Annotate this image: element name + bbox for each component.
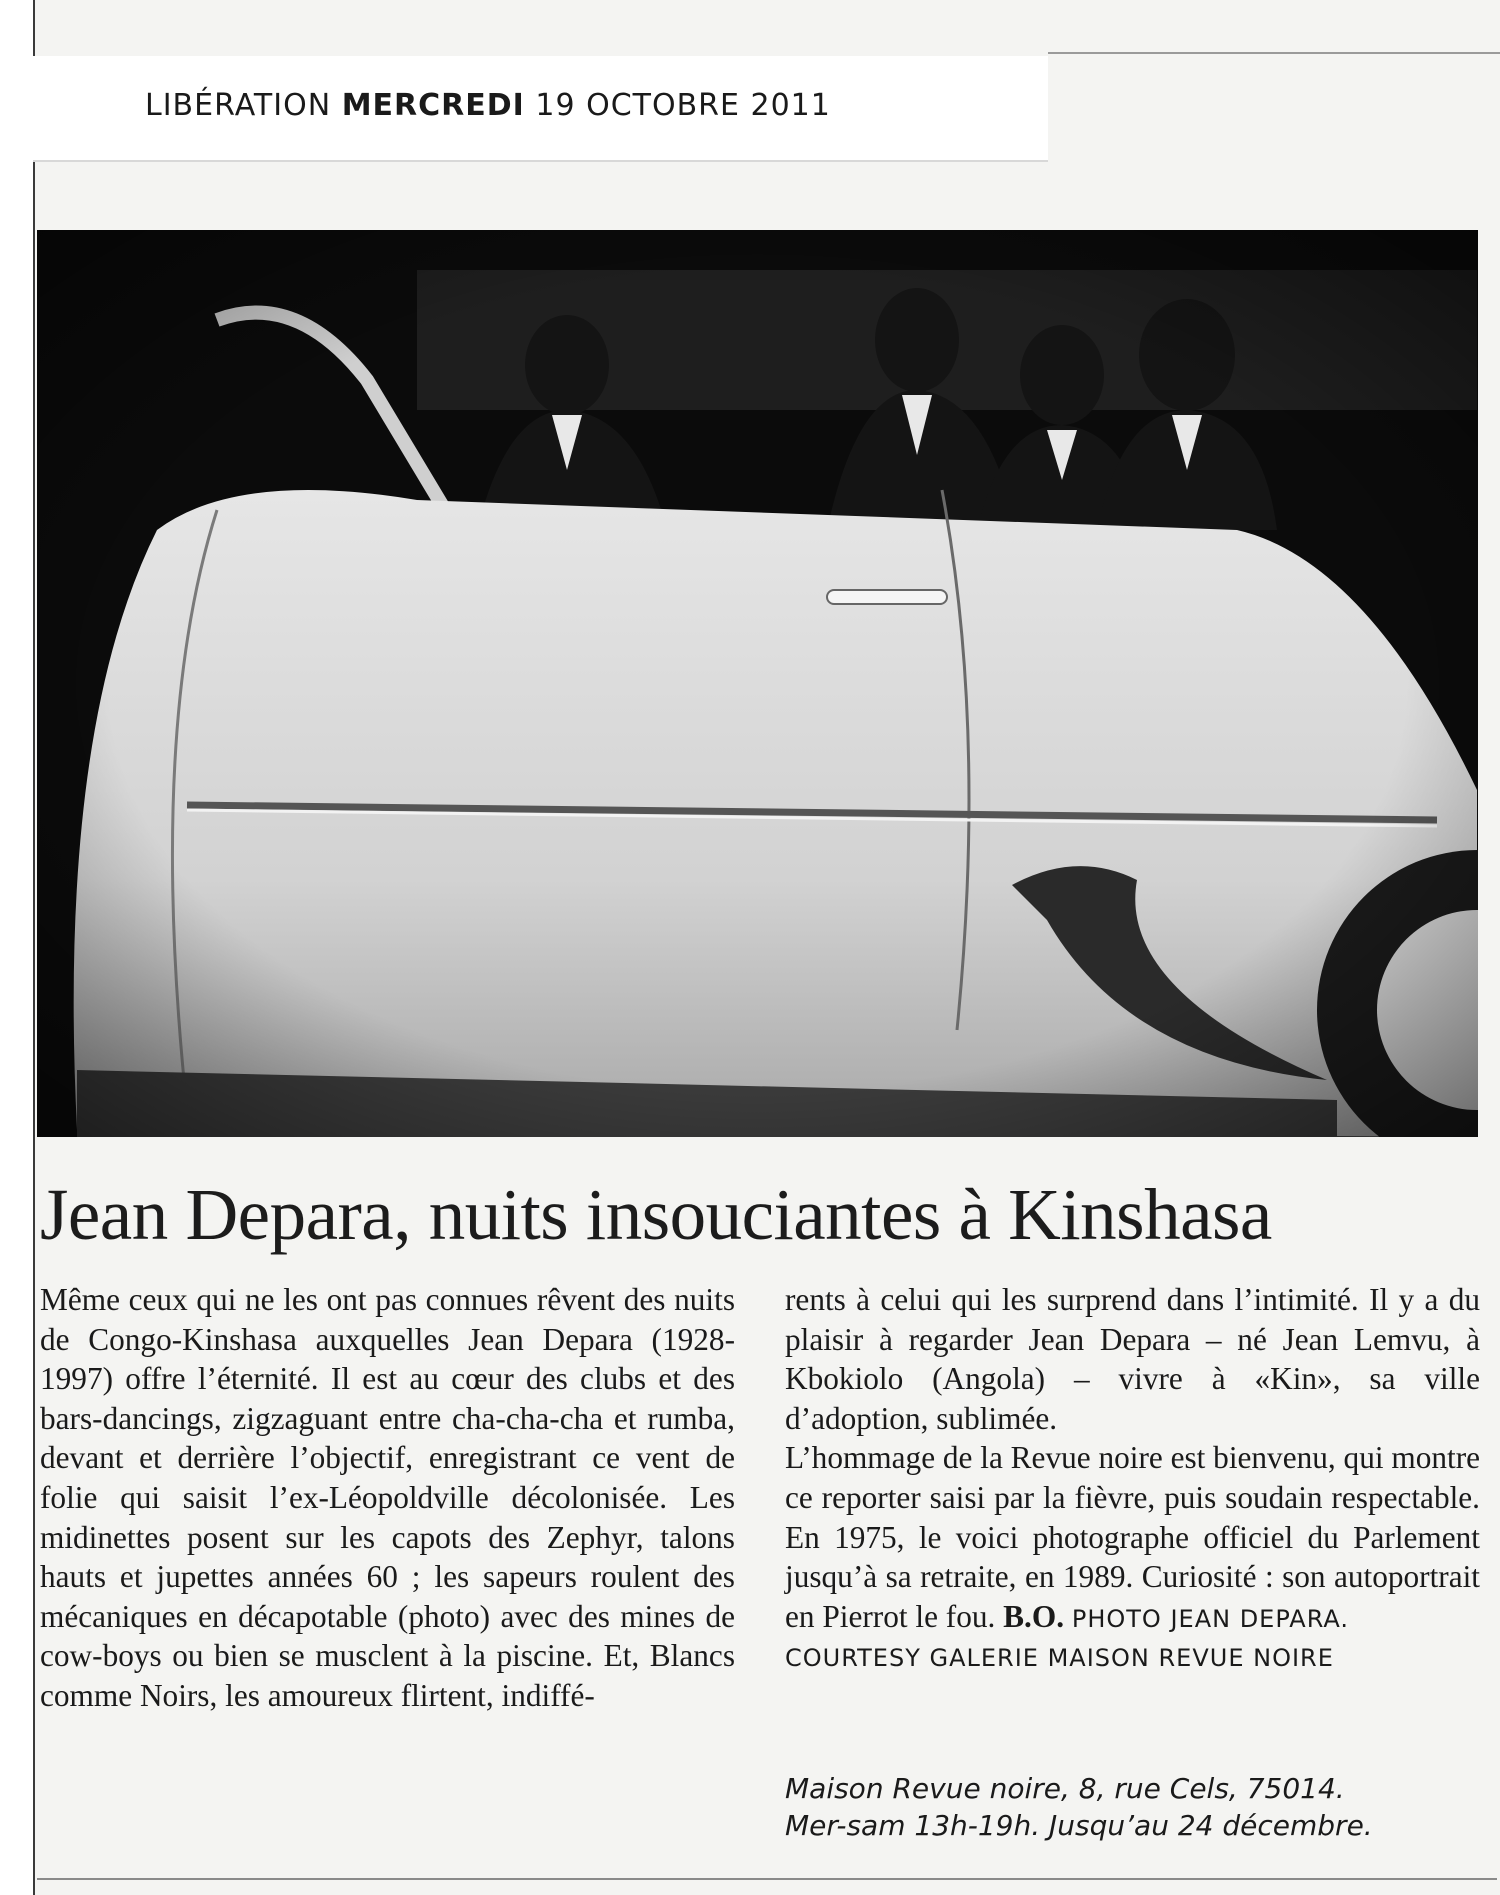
article-paragraph-3-text: L’hommage de la Revue noire est bienvenu, qui montre ce reporter saisi par la fièvre, puis soudain respectable. En 1975, le voici photographe officiel du Parlement jusqu’à sa retraite, en 1989. Curiosité : son autoportrait en Pierrot le fou. <box>785 1440 1481 1634</box>
masthead-day: MERCREDI <box>341 88 525 123</box>
masthead-date: 19 OCTOBRE 2011 <box>535 88 831 123</box>
article-paragraph-3 <box>785 1438 1480 1639</box>
masthead <box>145 88 831 123</box>
bottom-rule <box>37 1878 1497 1880</box>
article-paragraph-1: Même ceux qui ne les ont pas connues rêvent des nuits de Congo-Kinshasa auxquelles Jean Depara (1928-1997) offre l’éternité. Il est au cœur des clubs et des bars-dancings, zigzaguant entre cha-cha-cha et rumba, devant et derrière l’objectif, enregistrant ce vent de folie qui saisit l’ex-Léopoldville décolonisée. Les midinettes posent sur les capots des Zephyr, talons hauts et jupettes années 60 ; les sapeurs roulent des mécaniques en décapotable (photo) avec des mines de cow-boys ou bien se musclent à la piscine. Et, Blancs comme Noirs, les amoureux flirtent, indiffé- <box>40 1282 735 1713</box>
left-page-edge <box>0 0 35 1895</box>
article-headline: Jean Depara, nuits insouciantes à Kinshasa <box>40 1174 1272 1255</box>
venue-address: Maison Revue noire, 8, rue Cels, 75014. <box>785 1772 1345 1805</box>
article-column-2 <box>785 1280 1480 1679</box>
photo-illustration <box>37 230 1478 1137</box>
article-column-1 <box>40 1280 735 1716</box>
top-rule <box>1048 52 1500 54</box>
venue-hours: Mer-sam 13h-19h. Jusqu’au 24 décembre. <box>785 1809 1373 1842</box>
article-paragraph-2: rents à celui qui les surprend dans l’intimité. Il y a du plaisir à regarder Jean Depara – né Jean Lemvu, à Kbokiolo (Angola) – vivre à «Kin», sa ville d’adoption, sublimée. <box>785 1282 1480 1436</box>
photo-courtesy: COURTESY GALERIE MAISON REVUE NOIRE <box>785 1644 1334 1673</box>
photo-credit: PHOTO JEAN DEPARA. <box>1071 1604 1350 1633</box>
masthead-paper-name: LIBÉRATION <box>145 88 332 123</box>
article-photo <box>37 230 1478 1137</box>
venue-info <box>785 1770 1485 1844</box>
author-signature: B.O. <box>1003 1598 1065 1634</box>
